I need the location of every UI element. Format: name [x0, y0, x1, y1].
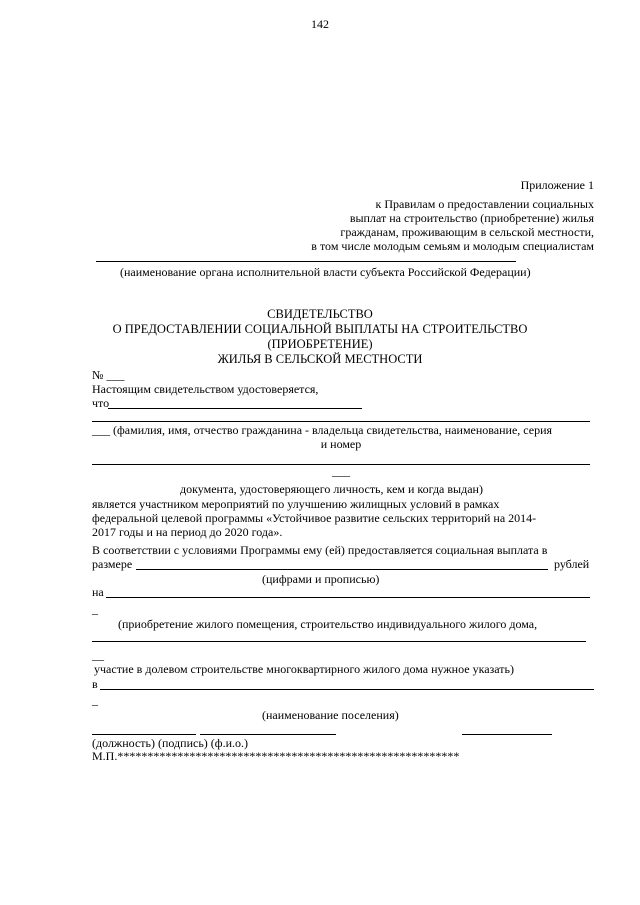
- certificate-number-label: № ___: [92, 368, 125, 382]
- purpose-blank-line-2: [92, 641, 586, 642]
- purpose-caption: участие в долевом строительстве многоквартирного жилого дома нужное указать): [94, 662, 515, 676]
- page-number: 142: [311, 17, 329, 31]
- amount-caption: (цифрами и прописью): [262, 572, 380, 586]
- intro-that: что: [92, 396, 110, 410]
- appendix-label: Приложение 1: [520, 178, 594, 192]
- amount-blank-line: [136, 569, 548, 570]
- signature-caption: (должность) (подпись) (ф.и.о.): [92, 736, 248, 750]
- purpose-label: на: [92, 585, 104, 599]
- authority-caption: (наименование органа исполнительной власти субъекта Российской Федерации): [120, 265, 531, 279]
- purpose-caption: (приобретение жилого помещения, строительство индивидуального жилого дома,: [118, 617, 538, 631]
- amount-label: размере: [92, 557, 133, 571]
- holder-caption: и номер: [320, 437, 362, 451]
- stamp-line: М.П.*********************************************************: [92, 749, 460, 763]
- position-blank-line: [92, 734, 196, 735]
- holder-blank-line: [92, 421, 590, 422]
- signature-blank-line: [200, 734, 336, 735]
- purpose-dash: _: [92, 602, 98, 616]
- name-blank-line: [462, 734, 552, 735]
- title-line: (ПРИОБРЕТЕНИЕ): [267, 337, 373, 351]
- settlement-blank-line: [100, 689, 594, 690]
- title-line: ЖИЛЬЯ В СЕЛЬСКОЙ МЕСТНОСТИ: [217, 352, 423, 366]
- holder-caption: ___ (фамилия, имя, отчество гражданина - владельца свидетельства, наименование, серия: [92, 423, 553, 437]
- settlement-dash: _: [92, 693, 98, 707]
- intro-line: Настоящим свидетельством удостоверяется,: [92, 382, 319, 396]
- settlement-caption: (наименование поселения): [262, 708, 399, 722]
- appendix-line: выплат на строительство (приобретение) жилья: [349, 211, 594, 225]
- holder-caption-dash: ___: [332, 464, 350, 478]
- settlement-label: в: [92, 677, 98, 691]
- title-line: СВИДЕТЕЛЬСТВО: [267, 307, 373, 321]
- authority-blank-line: [96, 261, 516, 262]
- body-line: является участником мероприятий по улучшению жилищных условий в рамках: [92, 497, 500, 511]
- body-line: 2017 годы и на период до 2020 года».: [92, 525, 283, 539]
- holder-name-blank-line: [108, 408, 362, 409]
- body-line: федеральной целевой программы «Устойчивое развитие сельских территорий на 2014-: [92, 511, 537, 525]
- title-line: О ПРЕДОСТАВЛЕНИИ СОЦИАЛЬНОЙ ВЫПЛАТЫ НА СТРОИТЕЛЬСТВО: [112, 322, 528, 336]
- appendix-line: в том числе молодым семьям и молодым специалистам: [311, 239, 594, 253]
- purpose-blank-line: [106, 597, 590, 598]
- amount-unit: рублей: [554, 557, 590, 571]
- purpose-dash: __: [92, 648, 104, 662]
- body-line: В соответствии с условиями Программы ему (ей) предоставляется социальная выплата в: [92, 543, 548, 557]
- appendix-line: гражданам, проживающим в сельской местности,: [340, 225, 594, 239]
- holder-caption: документа, удостоверяющего личность, кем и когда выдан): [180, 482, 483, 496]
- appendix-line: к Правилам о предоставлении социальных: [375, 197, 594, 211]
